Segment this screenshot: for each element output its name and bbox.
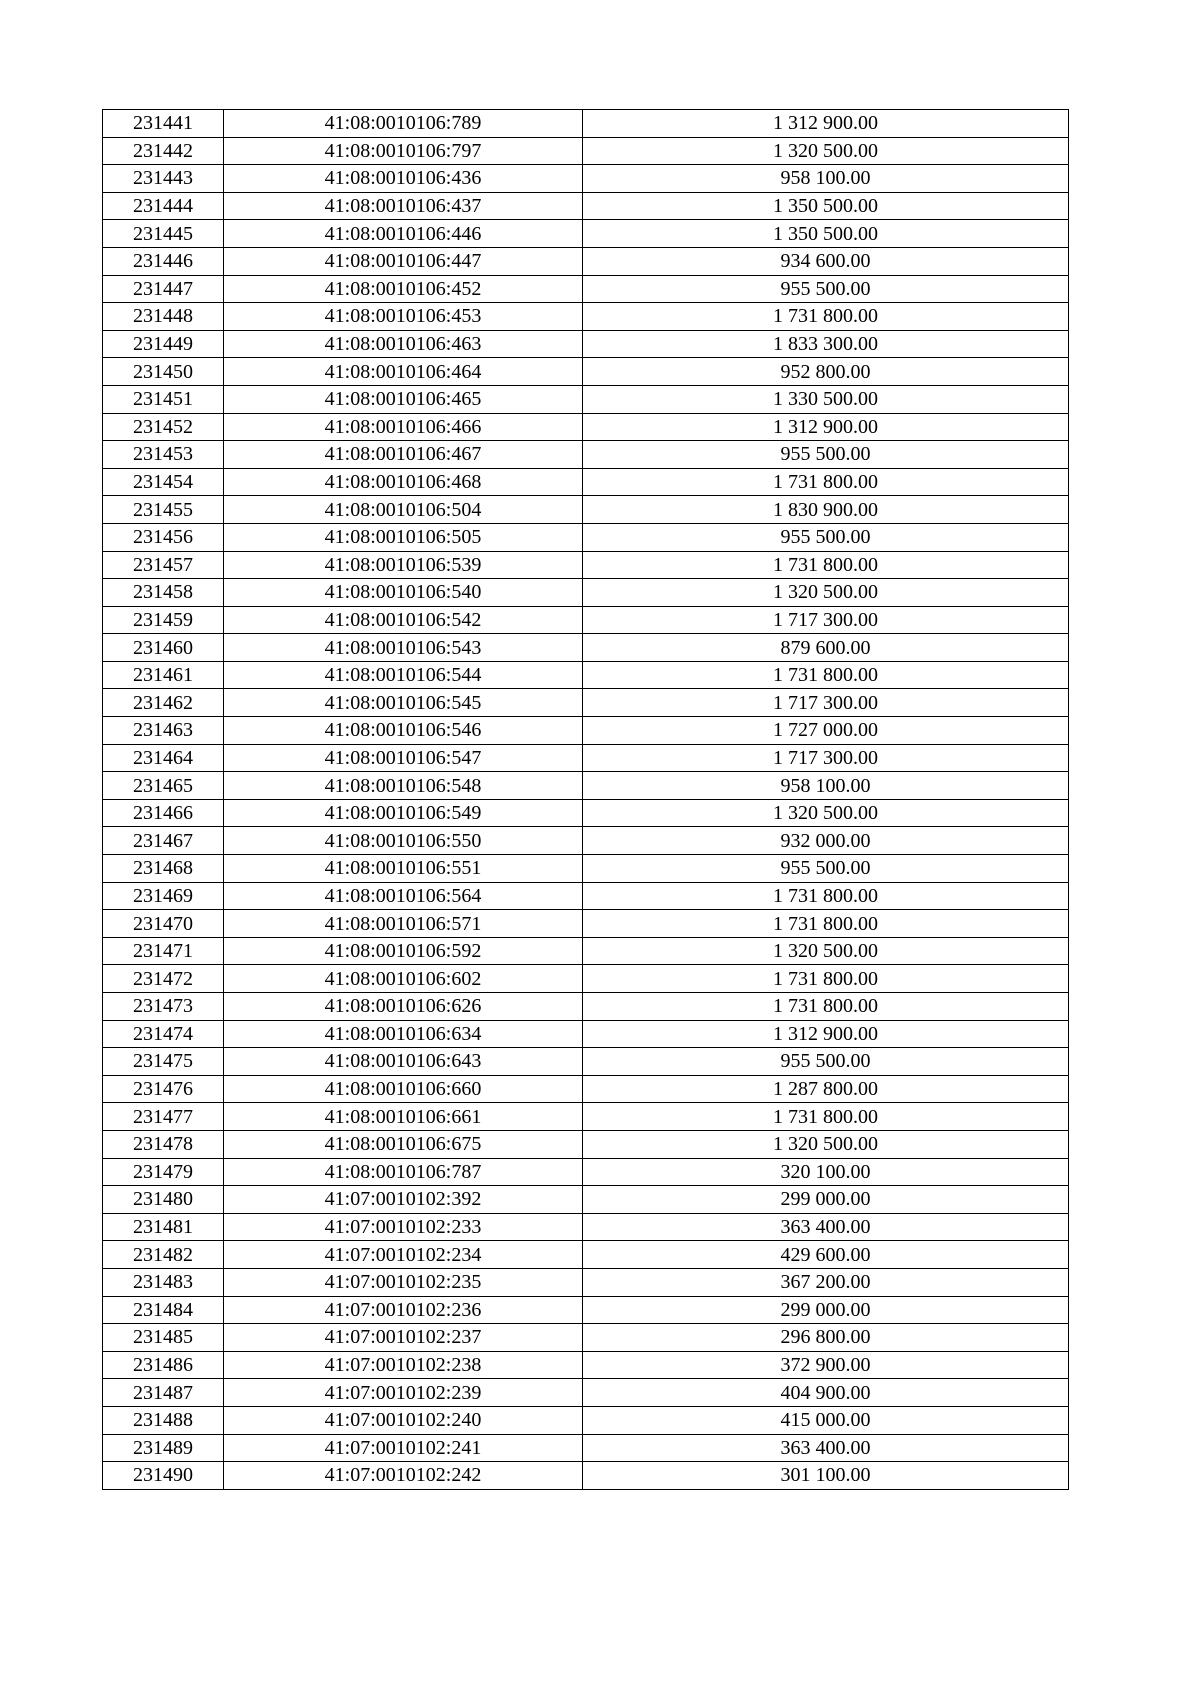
cadastral-value-cell: 952 800.00 bbox=[583, 358, 1069, 386]
table-row bbox=[103, 689, 1069, 717]
row-number-cell: 231479 bbox=[103, 1158, 224, 1186]
cadastral-value-cell: 932 000.00 bbox=[583, 827, 1069, 855]
row-number-cell: 231485 bbox=[103, 1324, 224, 1352]
cadastral-number-cell: 41:07:0010102:240 bbox=[224, 1406, 583, 1434]
row-number-cell: 231489 bbox=[103, 1434, 224, 1462]
table-row bbox=[103, 661, 1069, 689]
cadastral-number-cell: 41:08:0010106:564 bbox=[224, 882, 583, 910]
table-row bbox=[103, 1020, 1069, 1048]
row-number-cell: 231471 bbox=[103, 937, 224, 965]
cadastral-number-cell: 41:08:0010106:602 bbox=[224, 965, 583, 993]
table-row bbox=[103, 937, 1069, 965]
cadastral-number-cell: 41:08:0010106:545 bbox=[224, 689, 583, 717]
cadastral-value-cell: 299 000.00 bbox=[583, 1296, 1069, 1324]
table-row bbox=[103, 1213, 1069, 1241]
row-number-cell: 231486 bbox=[103, 1351, 224, 1379]
cadastral-value-cell: 1 727 000.00 bbox=[583, 717, 1069, 745]
cadastral-number-cell: 41:08:0010106:436 bbox=[224, 165, 583, 193]
table-row bbox=[103, 165, 1069, 193]
cadastral-value-cell: 958 100.00 bbox=[583, 165, 1069, 193]
cadastral-value-cell: 1 320 500.00 bbox=[583, 579, 1069, 607]
row-number-cell: 231480 bbox=[103, 1186, 224, 1214]
row-number-cell: 231473 bbox=[103, 993, 224, 1021]
row-number-cell: 231468 bbox=[103, 855, 224, 883]
row-number-cell: 231459 bbox=[103, 606, 224, 634]
cadastral-number-cell: 41:08:0010106:547 bbox=[224, 744, 583, 772]
cadastral-number-cell: 41:08:0010106:467 bbox=[224, 441, 583, 469]
cadastral-value-cell: 320 100.00 bbox=[583, 1158, 1069, 1186]
cadastral-number-cell: 41:08:0010106:466 bbox=[224, 413, 583, 441]
cadastral-number-cell: 41:08:0010106:465 bbox=[224, 385, 583, 413]
row-number-cell: 231488 bbox=[103, 1406, 224, 1434]
row-number-cell: 231470 bbox=[103, 910, 224, 938]
cadastral-value-cell: 958 100.00 bbox=[583, 772, 1069, 800]
table-row bbox=[103, 247, 1069, 275]
cadastral-number-cell: 41:07:0010102:239 bbox=[224, 1379, 583, 1407]
cadastral-number-cell: 41:08:0010106:468 bbox=[224, 468, 583, 496]
cadastral-value-cell: 1 320 500.00 bbox=[583, 799, 1069, 827]
cadastral-value-cell: 1 833 300.00 bbox=[583, 330, 1069, 358]
cadastral-number-cell: 41:07:0010102:236 bbox=[224, 1296, 583, 1324]
cadastral-number-cell: 41:07:0010102:234 bbox=[224, 1241, 583, 1269]
cadastral-value-cell: 1 717 300.00 bbox=[583, 689, 1069, 717]
cadastral-number-cell: 41:08:0010106:544 bbox=[224, 661, 583, 689]
cadastral-number-cell: 41:07:0010102:235 bbox=[224, 1268, 583, 1296]
table-body bbox=[103, 110, 1069, 1490]
table-row bbox=[103, 1158, 1069, 1186]
cadastral-value-cell: 1 312 900.00 bbox=[583, 1020, 1069, 1048]
table-row bbox=[103, 468, 1069, 496]
cadastral-value-cell: 1 731 800.00 bbox=[583, 882, 1069, 910]
table-row bbox=[103, 772, 1069, 800]
cadastral-number-cell: 41:08:0010106:797 bbox=[224, 137, 583, 165]
row-number-cell: 231477 bbox=[103, 1103, 224, 1131]
cadastral-number-cell: 41:08:0010106:446 bbox=[224, 220, 583, 248]
cadastral-number-cell: 41:08:0010106:447 bbox=[224, 247, 583, 275]
cadastral-number-cell: 41:08:0010106:453 bbox=[224, 303, 583, 331]
row-number-cell: 231452 bbox=[103, 413, 224, 441]
cadastral-value-cell: 1 320 500.00 bbox=[583, 1130, 1069, 1158]
row-number-cell: 231464 bbox=[103, 744, 224, 772]
table-row bbox=[103, 1130, 1069, 1158]
cadastral-number-cell: 41:07:0010102:392 bbox=[224, 1186, 583, 1214]
table-row bbox=[103, 827, 1069, 855]
row-number-cell: 231476 bbox=[103, 1075, 224, 1103]
row-number-cell: 231450 bbox=[103, 358, 224, 386]
cadastral-value-cell: 367 200.00 bbox=[583, 1268, 1069, 1296]
row-number-cell: 231461 bbox=[103, 661, 224, 689]
row-number-cell: 231455 bbox=[103, 496, 224, 524]
row-number-cell: 231441 bbox=[103, 110, 224, 138]
table-row bbox=[103, 110, 1069, 138]
row-number-cell: 231444 bbox=[103, 192, 224, 220]
cadastral-number-cell: 41:08:0010106:548 bbox=[224, 772, 583, 800]
cadastral-number-cell: 41:08:0010106:787 bbox=[224, 1158, 583, 1186]
cadastral-number-cell: 41:08:0010106:675 bbox=[224, 1130, 583, 1158]
cadastral-value-cell: 404 900.00 bbox=[583, 1379, 1069, 1407]
table-row bbox=[103, 1296, 1069, 1324]
cadastral-value-cell: 301 100.00 bbox=[583, 1462, 1069, 1490]
cadastral-number-cell: 41:08:0010106:463 bbox=[224, 330, 583, 358]
table-row bbox=[103, 579, 1069, 607]
row-number-cell: 231474 bbox=[103, 1020, 224, 1048]
cadastral-number-cell: 41:08:0010106:571 bbox=[224, 910, 583, 938]
cadastral-number-cell: 41:08:0010106:661 bbox=[224, 1103, 583, 1131]
row-number-cell: 231484 bbox=[103, 1296, 224, 1324]
cadastral-value-cell: 363 400.00 bbox=[583, 1213, 1069, 1241]
row-number-cell: 231446 bbox=[103, 247, 224, 275]
cadastral-number-cell: 41:07:0010102:241 bbox=[224, 1434, 583, 1462]
cadastral-number-cell: 41:07:0010102:233 bbox=[224, 1213, 583, 1241]
row-number-cell: 231448 bbox=[103, 303, 224, 331]
cadastral-value-cell: 363 400.00 bbox=[583, 1434, 1069, 1462]
table-row bbox=[103, 192, 1069, 220]
row-number-cell: 231445 bbox=[103, 220, 224, 248]
cadastral-value-cell: 955 500.00 bbox=[583, 441, 1069, 469]
table-row bbox=[103, 1406, 1069, 1434]
cadastral-value-cell: 955 500.00 bbox=[583, 523, 1069, 551]
cadastral-number-cell: 41:08:0010106:549 bbox=[224, 799, 583, 827]
row-number-cell: 231458 bbox=[103, 579, 224, 607]
cadastral-value-cell: 1 830 900.00 bbox=[583, 496, 1069, 524]
row-number-cell: 231443 bbox=[103, 165, 224, 193]
cadastral-number-cell: 41:08:0010106:626 bbox=[224, 993, 583, 1021]
table-row bbox=[103, 413, 1069, 441]
row-number-cell: 231442 bbox=[103, 137, 224, 165]
table-row bbox=[103, 606, 1069, 634]
row-number-cell: 231481 bbox=[103, 1213, 224, 1241]
row-number-cell: 231469 bbox=[103, 882, 224, 910]
cadastral-number-cell: 41:08:0010106:504 bbox=[224, 496, 583, 524]
row-number-cell: 231462 bbox=[103, 689, 224, 717]
cadastral-number-cell: 41:08:0010106:540 bbox=[224, 579, 583, 607]
cadastral-value-cell: 372 900.00 bbox=[583, 1351, 1069, 1379]
row-number-cell: 231490 bbox=[103, 1462, 224, 1490]
table-row bbox=[103, 1379, 1069, 1407]
table-row bbox=[103, 910, 1069, 938]
cadastral-number-cell: 41:08:0010106:505 bbox=[224, 523, 583, 551]
table-row bbox=[103, 385, 1069, 413]
cadastral-number-cell: 41:07:0010102:237 bbox=[224, 1324, 583, 1352]
table-row bbox=[103, 330, 1069, 358]
table-row bbox=[103, 220, 1069, 248]
cadastral-value-cell: 955 500.00 bbox=[583, 275, 1069, 303]
table-row bbox=[103, 1241, 1069, 1269]
cadastral-number-cell: 41:08:0010106:634 bbox=[224, 1020, 583, 1048]
cadastral-value-cell: 879 600.00 bbox=[583, 634, 1069, 662]
table-row bbox=[103, 1324, 1069, 1352]
table-row bbox=[103, 441, 1069, 469]
row-number-cell: 231460 bbox=[103, 634, 224, 662]
table-row bbox=[103, 551, 1069, 579]
row-number-cell: 231483 bbox=[103, 1268, 224, 1296]
cadastral-number-cell: 41:08:0010106:464 bbox=[224, 358, 583, 386]
row-number-cell: 231463 bbox=[103, 717, 224, 745]
table-row bbox=[103, 882, 1069, 910]
cadastral-number-cell: 41:08:0010106:550 bbox=[224, 827, 583, 855]
table-row bbox=[103, 1186, 1069, 1214]
cadastral-number-cell: 41:08:0010106:592 bbox=[224, 937, 583, 965]
cadastral-value-cell: 415 000.00 bbox=[583, 1406, 1069, 1434]
cadastral-value-cell: 1 731 800.00 bbox=[583, 965, 1069, 993]
table-row bbox=[103, 799, 1069, 827]
cadastral-number-cell: 41:08:0010106:452 bbox=[224, 275, 583, 303]
cadastral-value-cell: 955 500.00 bbox=[583, 1048, 1069, 1076]
cadastral-number-cell: 41:08:0010106:789 bbox=[224, 110, 583, 138]
table-row bbox=[103, 634, 1069, 662]
cadastral-number-cell: 41:08:0010106:542 bbox=[224, 606, 583, 634]
row-number-cell: 231487 bbox=[103, 1379, 224, 1407]
cadastral-value-cell: 1 350 500.00 bbox=[583, 192, 1069, 220]
cadastral-value-cell: 1 312 900.00 bbox=[583, 413, 1069, 441]
row-number-cell: 231482 bbox=[103, 1241, 224, 1269]
cadastral-value-cell: 1 330 500.00 bbox=[583, 385, 1069, 413]
row-number-cell: 231475 bbox=[103, 1048, 224, 1076]
table-row bbox=[103, 137, 1069, 165]
table-row bbox=[103, 1075, 1069, 1103]
table-row bbox=[103, 1268, 1069, 1296]
cadastral-value-cell: 955 500.00 bbox=[583, 855, 1069, 883]
table-row bbox=[103, 523, 1069, 551]
cadastral-number-cell: 41:08:0010106:539 bbox=[224, 551, 583, 579]
cadastral-number-cell: 41:08:0010106:643 bbox=[224, 1048, 583, 1076]
row-number-cell: 231447 bbox=[103, 275, 224, 303]
cadastral-value-cell: 1 320 500.00 bbox=[583, 137, 1069, 165]
cadastral-value-cell: 1 731 800.00 bbox=[583, 303, 1069, 331]
cadastral-value-table bbox=[102, 109, 1069, 1490]
cadastral-value-cell: 1 731 800.00 bbox=[583, 551, 1069, 579]
cadastral-value-cell: 1 717 300.00 bbox=[583, 744, 1069, 772]
table-row bbox=[103, 1434, 1069, 1462]
row-number-cell: 231456 bbox=[103, 523, 224, 551]
row-number-cell: 231472 bbox=[103, 965, 224, 993]
cadastral-value-cell: 1 350 500.00 bbox=[583, 220, 1069, 248]
table-row bbox=[103, 855, 1069, 883]
row-number-cell: 231451 bbox=[103, 385, 224, 413]
table-row bbox=[103, 965, 1069, 993]
cadastral-number-cell: 41:08:0010106:437 bbox=[224, 192, 583, 220]
table-row bbox=[103, 496, 1069, 524]
cadastral-value-cell: 1 731 800.00 bbox=[583, 661, 1069, 689]
cadastral-number-cell: 41:07:0010102:242 bbox=[224, 1462, 583, 1490]
row-number-cell: 231457 bbox=[103, 551, 224, 579]
cadastral-value-cell: 934 600.00 bbox=[583, 247, 1069, 275]
cadastral-number-cell: 41:08:0010106:660 bbox=[224, 1075, 583, 1103]
cadastral-value-cell: 429 600.00 bbox=[583, 1241, 1069, 1269]
row-number-cell: 231465 bbox=[103, 772, 224, 800]
cadastral-value-cell: 1 717 300.00 bbox=[583, 606, 1069, 634]
table-row bbox=[103, 1048, 1069, 1076]
cadastral-value-cell: 1 312 900.00 bbox=[583, 110, 1069, 138]
cadastral-value-cell: 1 731 800.00 bbox=[583, 910, 1069, 938]
table-row bbox=[103, 1103, 1069, 1131]
cadastral-value-cell: 299 000.00 bbox=[583, 1186, 1069, 1214]
row-number-cell: 231466 bbox=[103, 799, 224, 827]
cadastral-value-cell: 296 800.00 bbox=[583, 1324, 1069, 1352]
cadastral-value-cell: 1 320 500.00 bbox=[583, 937, 1069, 965]
cadastral-value-cell: 1 287 800.00 bbox=[583, 1075, 1069, 1103]
cadastral-number-cell: 41:08:0010106:543 bbox=[224, 634, 583, 662]
row-number-cell: 231478 bbox=[103, 1130, 224, 1158]
table-row bbox=[103, 303, 1069, 331]
row-number-cell: 231454 bbox=[103, 468, 224, 496]
table-row bbox=[103, 275, 1069, 303]
table-row bbox=[103, 744, 1069, 772]
table-row bbox=[103, 717, 1069, 745]
row-number-cell: 231453 bbox=[103, 441, 224, 469]
cadastral-number-cell: 41:08:0010106:546 bbox=[224, 717, 583, 745]
table-row bbox=[103, 1462, 1069, 1490]
cadastral-value-cell: 1 731 800.00 bbox=[583, 993, 1069, 1021]
row-number-cell: 231449 bbox=[103, 330, 224, 358]
table-row bbox=[103, 993, 1069, 1021]
table-row bbox=[103, 1351, 1069, 1379]
cadastral-value-cell: 1 731 800.00 bbox=[583, 1103, 1069, 1131]
cadastral-value-cell: 1 731 800.00 bbox=[583, 468, 1069, 496]
cadastral-number-cell: 41:08:0010106:551 bbox=[224, 855, 583, 883]
cadastral-number-cell: 41:07:0010102:238 bbox=[224, 1351, 583, 1379]
table-row bbox=[103, 358, 1069, 386]
row-number-cell: 231467 bbox=[103, 827, 224, 855]
